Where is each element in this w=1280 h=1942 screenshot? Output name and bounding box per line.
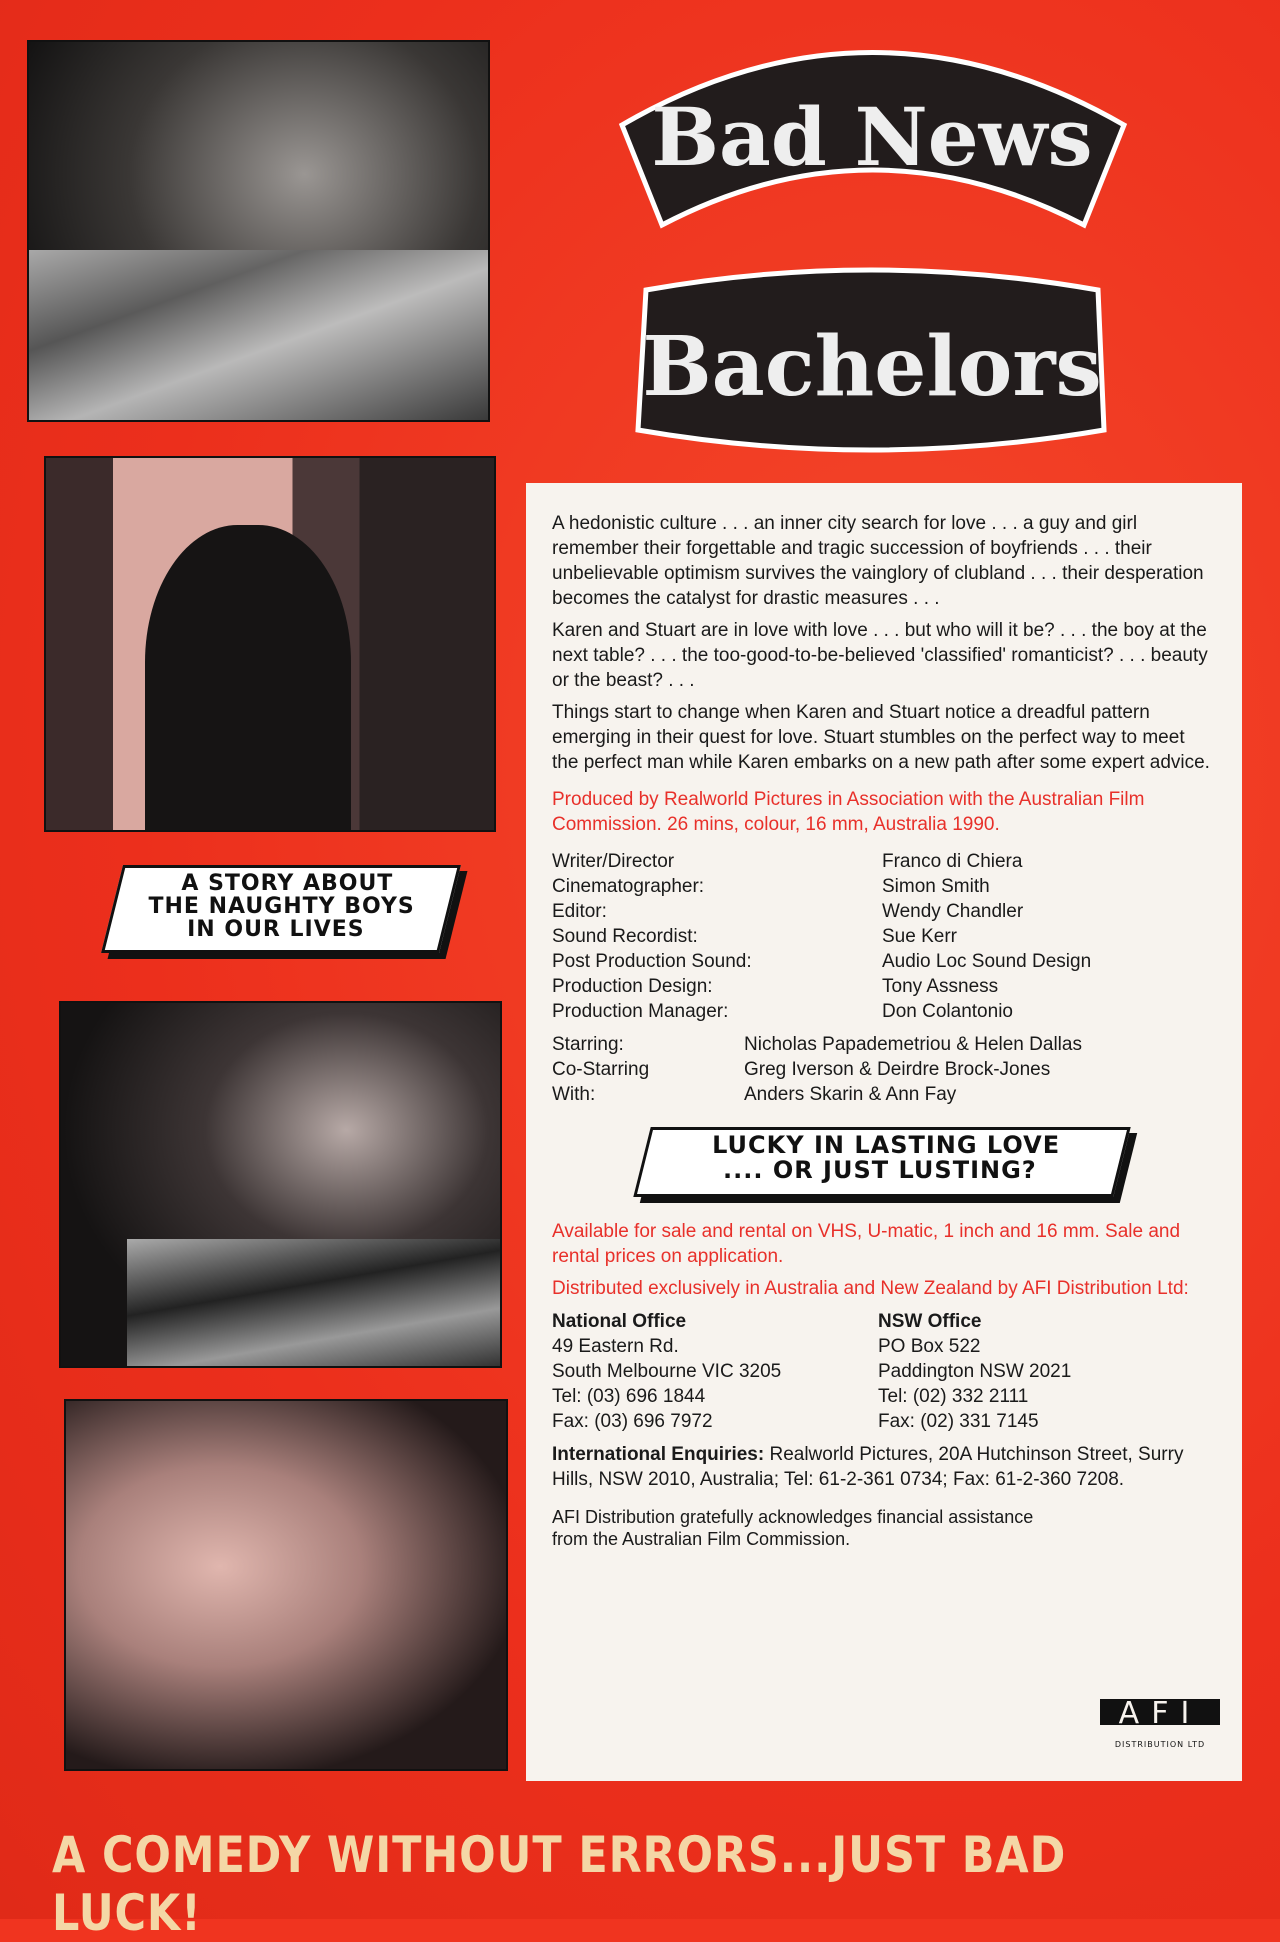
cast-role: Starring: <box>552 1034 624 1055</box>
office-line: Paddington NSW 2021 <box>878 1361 1072 1382</box>
synopsis-paragraph: Things start to change when Karen and Stuart notice a dreadful pattern emerging in their quest for love. Stuart stumbles on the perfect way to meet the perfect man while Karen embarks on a new path after some expert advice. <box>552 702 1210 773</box>
acknowledgement: AFI Distribution gratefully acknowledges financial assistance from the Australian Film Commission. <box>552 1507 1034 1549</box>
crew-role: Sound Recordist: <box>552 926 698 947</box>
crew-name: Simon Smith <box>882 876 990 897</box>
svg-text:DISTRIBUTION LTD: DISTRIBUTION LTD <box>1114 1740 1206 1749</box>
crew-role: Production Manager: <box>552 1001 729 1022</box>
offices <box>552 1309 1216 1434</box>
synopsis-paragraph: A hedonistic culture . . . an inner city search for love . . . a guy and girl remember their forgettable and tragic succession of boyfriends . . . their unbelievable optimism survives the vainglory of clubland . . . their desperation becomes the catalyst for drastic measures . . . <box>552 513 1204 609</box>
office-line: Tel: (02) 332 2111 <box>878 1386 1029 1407</box>
callout-line: A STORY ABOUT <box>181 871 394 896</box>
international-text: Realworld Pictures, 20A Hutchinson Street, Surry Hills, NSW 2010, Australia; Tel: 61-2-361 0734; Fax: 61-2-360 7208. <box>552 1444 1184 1490</box>
crew-role: Cinematographer: <box>552 876 705 897</box>
crew-name: Audio Loc Sound Design <box>882 951 1092 972</box>
nsw-office <box>878 1309 1216 1434</box>
title-line-1: Bad News <box>651 90 1093 184</box>
crew-name: Franco di Chiera <box>882 851 1023 872</box>
office-name: National Office <box>552 1311 687 1332</box>
title-line-2: Bachelors <box>642 319 1102 415</box>
crew-role: Post Production Sound: <box>552 951 752 972</box>
office-line: PO Box 522 <box>878 1336 981 1357</box>
office-line: Fax: (02) 331 7145 <box>878 1411 1039 1432</box>
still-photo-man-cap <box>44 456 496 832</box>
tagline: A COMEDY WITHOUT ERRORS...JUST BAD LUCK! <box>52 1826 1067 1942</box>
crew-name: Tony Assness <box>882 976 999 997</box>
crew-name: Sue Kerr <box>882 926 957 947</box>
callout-line: THE NAUGHTY BOYS <box>148 894 415 920</box>
cast-list <box>552 1032 1216 1107</box>
office-line: Tel: (03) 696 1844 <box>552 1386 706 1407</box>
availability-note: Available for sale and rental on VHS, U-matic, 1 inch and 16 mm. Sale and rental prices on application. <box>552 1221 1181 1267</box>
title-banners <box>0 0 1280 470</box>
international-enquiries <box>552 1442 1216 1492</box>
international-label: International Enquiries: <box>552 1444 765 1465</box>
callout-story <box>101 865 461 953</box>
cast-name: Nicholas Papademetriou & Helen Dallas <box>744 1034 1082 1055</box>
still-photo-woman-room <box>59 1001 502 1368</box>
still-photo-veil <box>64 1399 508 1771</box>
afi-logo <box>1100 1691 1220 1751</box>
info-panel <box>526 483 1242 1781</box>
office-line: Fax: (03) 696 7972 <box>552 1411 713 1432</box>
synopsis-paragraph: Karen and Stuart are in love with love . . . but who will it be? . . . the boy at the next table? . . . the too-good-to-be-believed 'classified' romanticist? . . . beauty or the beast? . . . <box>552 620 1208 691</box>
crew-name: Wendy Chandler <box>882 901 1024 922</box>
office-name: NSW Office <box>878 1311 982 1332</box>
crew-role: Editor: <box>552 901 607 922</box>
cast-name: Anders Skarin & Ann Fay <box>744 1084 957 1105</box>
callout-lucky-wrapper <box>552 1127 1216 1197</box>
callout-line: .... OR JUST LUSTING? <box>722 1156 1037 1185</box>
office-line: 49 Eastern Rd. <box>552 1336 679 1357</box>
crew-role: Writer/Director <box>552 851 675 872</box>
production-note: Produced by Realworld Pictures in Association with the Australian Film Commission. 26 mins, colour, 16 mm, Australia 1990. <box>552 789 1145 835</box>
callout-line: LUCKY IN LASTING LOVE <box>712 1131 1061 1159</box>
cast-role: Co-Starring <box>552 1059 650 1080</box>
crew-list <box>552 849 1216 1024</box>
distribution-note: Distributed exclusively in Australia and New Zealand by AFI Distribution Ltd: <box>552 1278 1189 1299</box>
cast-role: With: <box>552 1084 596 1105</box>
callout-line: IN OUR LIVES <box>187 917 365 943</box>
crew-name: Don Colantonio <box>882 1001 1013 1022</box>
callout-lucky <box>633 1127 1130 1197</box>
national-office <box>552 1309 878 1434</box>
office-line: South Melbourne VIC 3205 <box>552 1361 782 1382</box>
cast-name: Greg Iverson & Deirdre Brock-Jones <box>744 1059 1051 1080</box>
svg-text:AFI: AFI <box>1118 1696 1202 1731</box>
crew-role: Production Design: <box>552 976 713 997</box>
